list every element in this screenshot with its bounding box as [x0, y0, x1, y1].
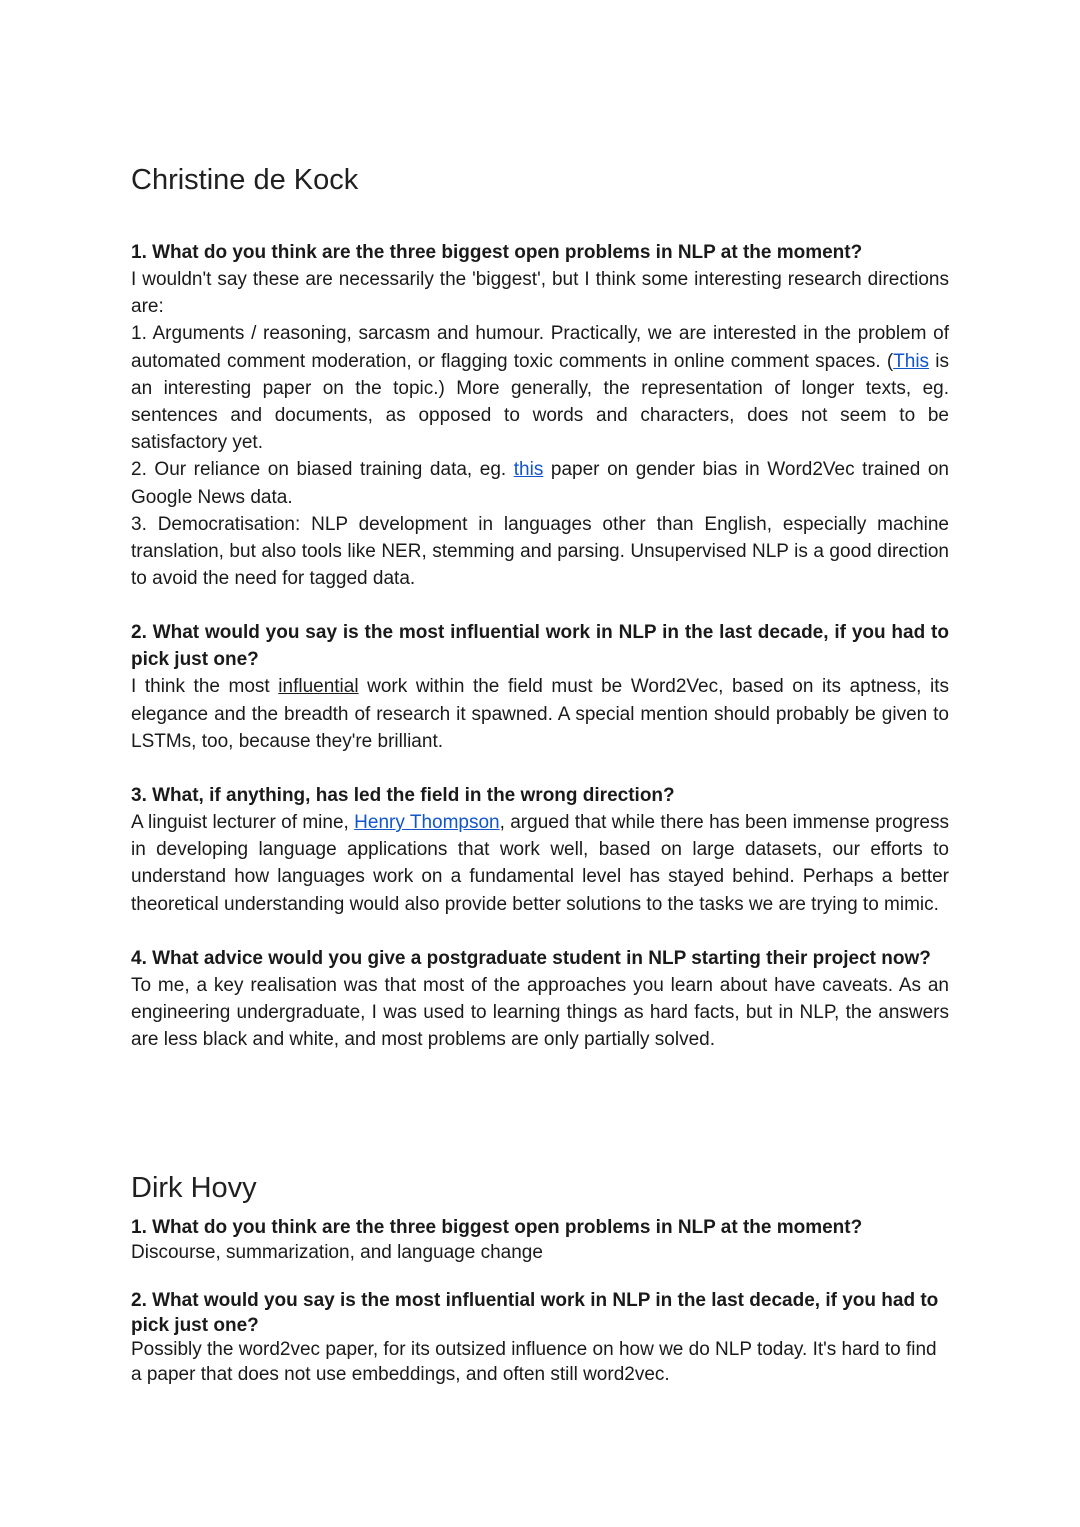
interview-dirk-hovy — [131, 1169, 949, 1387]
answer-1: Discourse, summarization, and language change — [131, 1241, 543, 1263]
interviewee-name: Dirk Hovy — [131, 1172, 257, 1204]
answer-2-underlined-word: influential — [278, 676, 359, 698]
this-paper-link[interactable]: This — [893, 350, 930, 372]
answer-1-item-3: 3. Democratisation: NLP development in languages other than English, especially machine translation, but also tools like NER, stemming and parsing. Unsupervised NLP is a good direction to avoid the need for tagged data. — [131, 513, 949, 590]
question-2: 2. What would you say is the most influential work in NLP in the last decade, if you had to pick just one? — [131, 1290, 939, 1336]
answer-2-text-a: I think the most — [131, 676, 279, 698]
henry-thompson-link[interactable]: Henry Thompson — [354, 812, 500, 834]
question-2: 2. What would you say is the most influential work in NLP in the last decade, if you had to pick just one? — [131, 622, 949, 671]
spacer — [131, 1265, 949, 1289]
spacer — [131, 918, 949, 945]
answer-2 — [131, 673, 949, 755]
question-3: 3. What, if anything, has led the field in the wrong direction? — [131, 785, 675, 807]
answer-4: To me, a key realisation was that most of the approaches you learn about have caveats. As an engineering undergraduate, I was used to learning things as hard facts, but in NLP, the answers are less black and white, and most problems are only partially solved. — [131, 974, 949, 1051]
answer-3-text-a: A linguist lecturer of mine, — [131, 812, 355, 834]
question-1: 1. What do you think are the three biggest open problems in NLP at the moment? — [131, 1217, 863, 1238]
answer-1-item-1 — [131, 320, 949, 456]
answer-3 — [131, 809, 949, 918]
answer-3-text-b: , argued that while there has been immense progress in developing language applications that work well, based on large datasets, our efforts to understand how languages work on a fundamental level has stayed behind. Perhaps a better theoretical understanding would also provide better solutions to the tasks we are trying to mimic. — [131, 812, 949, 915]
answer-1-item-2-text-a: 2. Our reliance on biased training data, eg. — [131, 459, 514, 481]
answer-1-intro: I wouldn't say these are necessarily the 'biggest', but I think some interesting research directions are: — [131, 269, 949, 318]
answer-1-item-1-text-a: 1. Arguments / reasoning, sarcasm and humour. Practically, we are interested in the problem of automated comment moderation, or flagging toxic comments in online comment spaces. ( — [131, 323, 949, 372]
gender-bias-paper-link[interactable]: this — [513, 459, 544, 481]
answer-2-text-b: work within the field must be Word2Vec, based on its aptness, its elegance and the breadth of research it spawned. A special mention should probably be given to LSTMs, too, because they're brilliant. — [131, 676, 949, 752]
answer-1-item-2 — [131, 456, 949, 510]
spacer — [131, 755, 949, 782]
interview-christine-de-kock — [131, 161, 949, 1053]
question-1: 1. What do you think are the three biggest open problems in NLP at the moment? — [131, 242, 863, 263]
answer-1-item-1-text-b: is an interesting paper on the topic.) More generally, the representation of longer texts, eg. sentences and documents, as opposed to words and characters, does not seem to be satisfactory yet. — [131, 350, 949, 454]
answer-1-item-2-text-b: paper on gender bias in Word2Vec trained on Google News data. — [131, 459, 949, 508]
spacer — [131, 592, 949, 619]
answer-2: Possibly the word2vec paper, for its outsized influence on how we do NLP today. It's hard to find a paper that does not use embeddings, and often still word2vec. — [131, 1339, 937, 1385]
interviewee-name: Christine de Kock — [131, 164, 359, 196]
question-4: 4. What advice would you give a postgraduate student in NLP starting their project now? — [131, 947, 931, 969]
